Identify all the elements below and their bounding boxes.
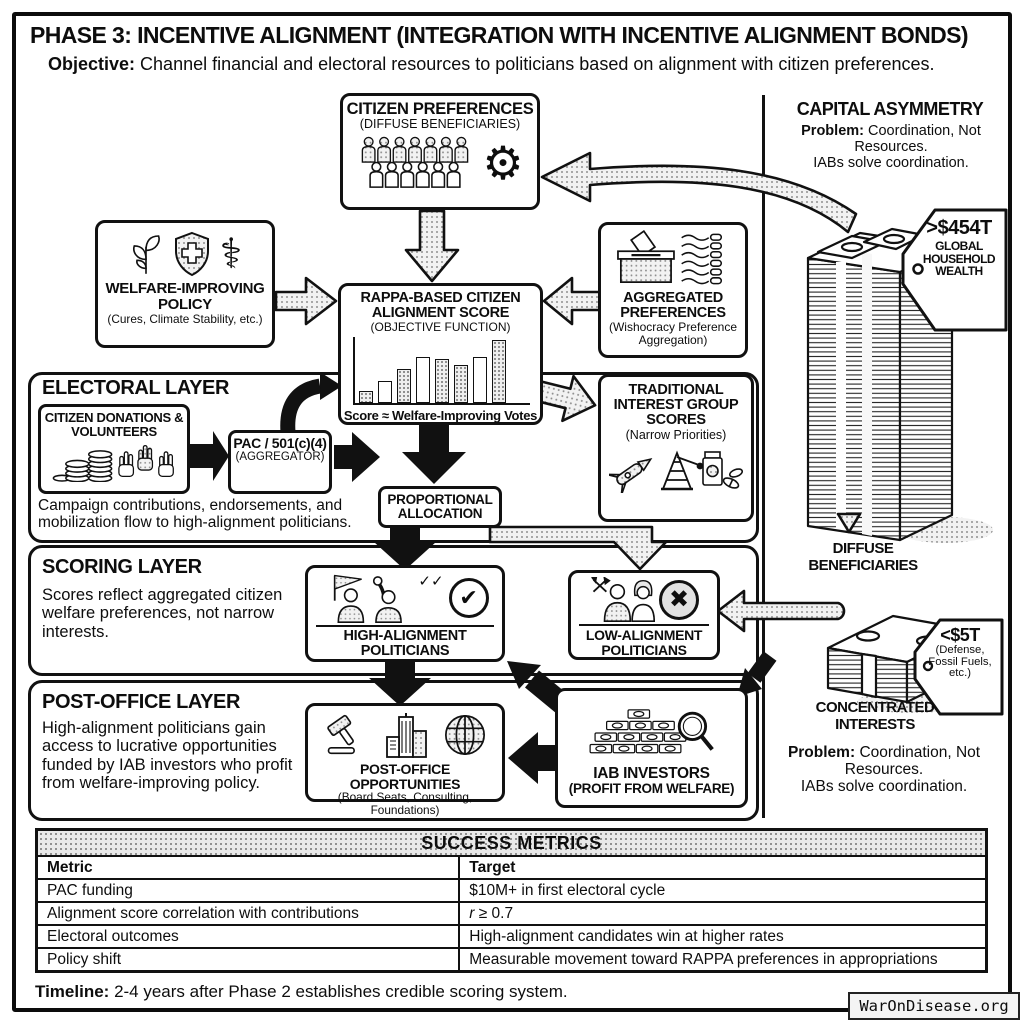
metric-cell: Alignment score correlation with contributions: [37, 902, 460, 925]
metric-cell: Electoral outcomes: [37, 925, 460, 948]
chart-bar: [435, 359, 449, 403]
capital-asymmetry-problem-bottom: [778, 744, 990, 795]
col-header-metric: Metric: [37, 856, 460, 879]
wealth-tag: [917, 218, 1001, 277]
electoral-layer-description: Campaign contributions, endorsements, and mobilization flow to high-alignment politicians.: [38, 497, 352, 532]
crossed-tools-icon: [593, 577, 610, 592]
rappa-subtitle: (OBJECTIVE FUNCTION): [370, 320, 511, 335]
low-alignment-box: [568, 570, 720, 660]
arrow-pac-to-allocation-flow: [334, 432, 380, 482]
arrow-rappa-to-proportional: [402, 424, 466, 484]
table-row: [37, 902, 987, 925]
chart-bar: [416, 357, 430, 403]
table-row: [37, 948, 987, 972]
timeline-note: [35, 982, 835, 1002]
post-office-layer-description: High-alignment politicians gain access to lucrative opportunities funded by IAB investors who profit from welfare-improving policy.: [42, 719, 293, 793]
citizen-preferences-title: CITIZEN PREFERENCES: [346, 100, 534, 118]
chart-bar: [492, 340, 506, 403]
welfare-policy-subtitle: (Cures, Climate Stability, etc.): [107, 311, 263, 326]
proportional-allocation-box: [378, 486, 502, 528]
arrow-high-alignment-to-post-office: [369, 662, 431, 706]
electoral-layer-title: ELECTORAL LAYER: [42, 377, 229, 399]
chart-bar: [359, 391, 373, 403]
table-row: [37, 925, 987, 948]
arrow-citizen-preferences-to-rappa: [406, 211, 458, 281]
col-header-target: Target: [459, 856, 986, 879]
post-office-opportunities-box: [305, 703, 505, 817]
citizen-donations-title: CITIZEN DONATIONS & VOLUNTEERS: [44, 410, 184, 439]
arrow-shaft-pac-to-rappa: [288, 386, 320, 432]
metric-cell: PAC funding: [37, 879, 460, 902]
arrow-shaft-interests-to-iab: [754, 656, 770, 678]
globe-icon: [443, 713, 487, 757]
welfare-policy-box: [95, 220, 275, 348]
arrow-welfare-policy-to-rappa: [276, 278, 336, 324]
small-checks-icon: ✓✓: [418, 573, 444, 590]
timeline-label: Timeline:: [35, 982, 110, 1001]
welfare-policy-title: WELFARE-IMPROVING POLICY: [105, 280, 265, 313]
problem-label: Problem:: [801, 123, 864, 139]
arrow-donations-to-pac: [189, 431, 229, 481]
politicians-flag-icon: [321, 572, 413, 624]
alignment-score-bar-chart: [353, 337, 530, 405]
problem-bottom-label: Problem:: [787, 744, 856, 761]
capital-asymmetry-title: CAPITAL ASYMMETRY: [796, 99, 984, 119]
watermark: WarOnDisease.org: [848, 992, 1020, 1020]
gear-icon: ⚙: [482, 137, 524, 190]
aggregated-preferences-box: [598, 222, 748, 358]
chart-bar: [397, 369, 411, 403]
arrow-iab-to-post-office: [508, 732, 556, 784]
chart-bar: [454, 365, 468, 403]
aggregated-preferences-subtitle: (Wishocracy Preference Aggregation): [608, 320, 738, 348]
problem-bottom-line2: IABs solve coordination.: [800, 778, 968, 796]
problem-line2: IABs solve coordination.: [813, 154, 969, 171]
wealth-tag-label: GLOBAL HOUSEHOLD WEALTH: [922, 239, 996, 278]
capital-asymmetry-problem: [772, 124, 1010, 172]
pac-subtitle: (AGGREGATOR): [235, 450, 325, 463]
shield-cross-icon: [172, 231, 212, 277]
high-alignment-box: [305, 565, 505, 662]
target-cell: Measurable movement toward RAPPA preferences in appropriations: [459, 948, 986, 972]
magnifier-icon: [679, 713, 712, 749]
cross-circle-icon: ✖: [659, 580, 699, 620]
proportional-allocation-title: PROPORTIONAL ALLOCATION: [387, 491, 493, 521]
aggregated-preferences-title: AGGREGATED PREFERENCES: [620, 290, 726, 322]
metric-cell: Policy shift: [37, 948, 460, 972]
high-alignment-title: HIGH-ALIGNMENT POLITICIANS: [316, 625, 494, 659]
caduceus-icon: ⚕: [219, 230, 243, 277]
pac-title: PAC / 501(c)(4): [233, 435, 327, 451]
arrow-concentrated-to-low-alignment: [718, 591, 844, 631]
oil-derrick-icon: [661, 453, 703, 489]
ballot-box-icon: [610, 230, 736, 286]
rappa-title: RAPPA-BASED CITIZEN ALIGNMENT SCORE: [360, 290, 521, 322]
problem-bottom-line1: Coordination, Not Resources.: [844, 744, 981, 779]
scoring-layer-title: SCORING LAYER: [42, 556, 202, 578]
low-alignment-title: LOW-ALIGNMENT POLITICIANS: [579, 624, 709, 657]
iab-investors-title: IAB INVESTORS: [593, 765, 710, 782]
arrow-proportional-to-high-alignment: [374, 526, 436, 570]
post-office-layer-title: POST-OFFICE LAYER: [42, 691, 241, 713]
traditional-scores-title: TRADITIONAL INTEREST GROUP SCORES: [613, 382, 739, 429]
post-office-opportunities-title: POST-OFFICE OPPORTUNITIES: [349, 761, 461, 792]
success-metrics-table: [35, 828, 988, 973]
plant-icon: [128, 232, 164, 276]
money-pile-icon: [573, 695, 731, 761]
traditional-scores-subtitle: (Narrow Priorities): [625, 427, 727, 442]
pill-bottle-icon: [703, 452, 743, 490]
interests-tag-value: <$5T: [940, 625, 980, 645]
target-cell: High-alignment candidates win at higher rates: [459, 925, 986, 948]
chart-caption: Score ≈ Welfare-Improving Votes: [343, 408, 538, 424]
citizen-preferences-subtitle: (DIFFUSE BENEFICIARIES): [359, 117, 521, 132]
chart-bar: [473, 357, 487, 403]
arrow-rappa-to-traditional-scores: [533, 369, 600, 428]
citizen-donations-box: [38, 404, 190, 494]
table-title: SUCCESS METRICS: [37, 830, 987, 857]
traditional-scores-box: [598, 374, 754, 522]
citizen-preferences-box: [340, 93, 540, 210]
post-office-opportunities-subtitle: (Board Seats, Consulting, Foundations): [337, 790, 473, 817]
crowd-icon: [356, 135, 474, 191]
rappa-score-box: [338, 283, 543, 425]
wealth-tag-value: >$454T: [926, 217, 992, 239]
buildings-icon: [379, 711, 431, 759]
concentrated-interests-label: CONCENTRATED INTERESTS: [815, 699, 935, 733]
scoring-layer-description: Scores reflect aggregated citizen welfare preferences, not narrow interests.: [42, 586, 283, 641]
page-title: PHASE 3: INCENTIVE ALIGNMENT (INTEGRATION WITH INCENTIVE ALIGNMENT BONDS): [30, 22, 968, 48]
check-circle-icon: ✔: [449, 578, 489, 618]
diffuse-beneficiaries-label: DIFFUSE BENEFICIARIES: [808, 540, 918, 574]
table-row: [37, 879, 987, 902]
coins-icon: [52, 440, 114, 482]
iab-investors-subtitle: (PROFIT FROM WELFARE): [568, 781, 735, 797]
interests-tag-label: (Defense, Fossil Fuels, etc.): [928, 644, 992, 680]
missile-icon: [609, 448, 658, 492]
chart-bar: [378, 381, 392, 403]
target-cell: $10M+ in first electoral cycle: [459, 879, 986, 902]
problem-line1: Coordination, Not Resources.: [854, 123, 981, 155]
objective-text: Channel financial and electoral resources to politicians based on alignment with citizen preferences.: [140, 54, 935, 74]
raised-hands-icon: [118, 441, 176, 481]
pac-box: [228, 430, 332, 494]
iab-investors-box: [555, 688, 748, 808]
interests-tag: [925, 626, 995, 680]
objective-label: Objective:: [48, 54, 136, 74]
timeline-text: 2-4 years after Phase 2 establishes credible scoring system.: [114, 982, 568, 1001]
arrow-aggregated-preferences-to-rappa: [544, 278, 600, 324]
gavel-icon: [323, 712, 367, 758]
target-value: r ≥ 0.7: [469, 904, 514, 922]
interest-group-icons: [609, 445, 743, 493]
arrow-proportional-to-low-alignment: [490, 527, 666, 569]
target-cell: [459, 902, 986, 925]
right-column-divider: [762, 95, 765, 818]
low-alignment-politicians-icon: [589, 577, 655, 623]
